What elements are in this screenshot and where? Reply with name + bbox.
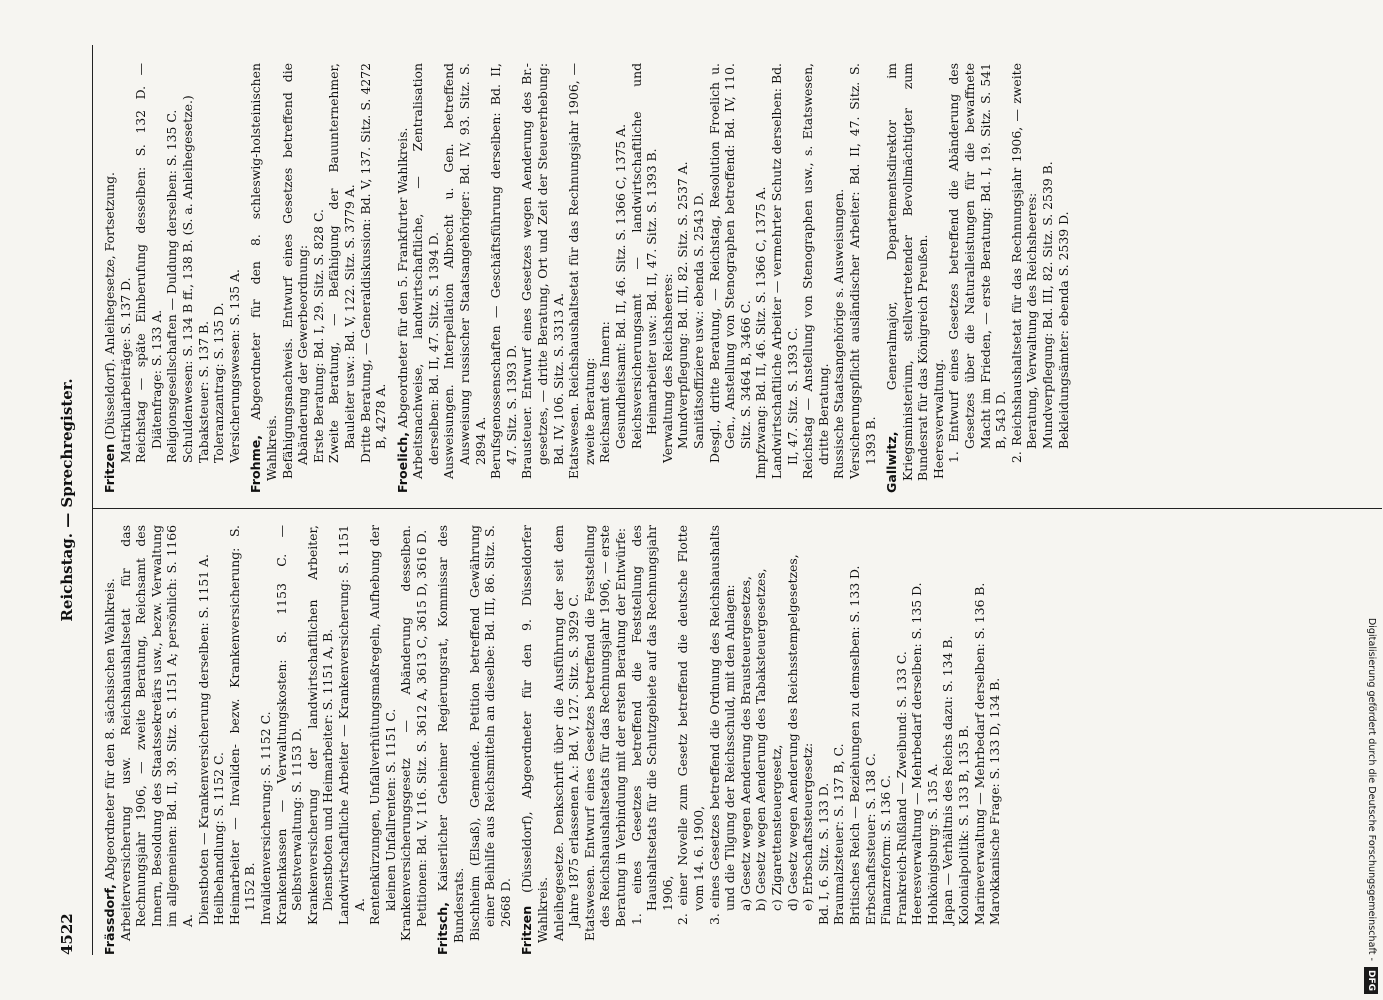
index-line: Schuldenwesen: S. 134 B ff., 138 B. (S. a. Anleihegesetze.) (179, 95, 195, 463)
index-line: Versicherungspflicht ausländischer Arbeiter: Bd. II, 47. Sitz. S. 1393 B. (846, 63, 878, 479)
digitization-note-text: Digitalisierung gefördert durch die Deutsche Forschungsgemeinschaft - (1366, 617, 1377, 961)
index-line: Frankreich-Rußland — Zweibund: S. 133 C. (893, 651, 909, 925)
index-line: c) Zigarettensteuergesetz, (768, 744, 784, 911)
speaker-heading (395, 63, 411, 493)
index-line: Heeresverwaltung. (930, 358, 946, 479)
digitization-note (1364, 8, 1378, 994)
index-line: Dienstboten — Krankenversicherung derselben: S. 1151 A. (195, 554, 211, 925)
index-line: 2. Reichshaushaltsetat für das Rechnungsjahr 1906, — zweite Beratung, Verwaltung des Reichsheeres: (1008, 63, 1040, 463)
index-line: Ausweisungen. Interpellation Albrecht u. Gen. betreffend Ausweisung russischer Staatsangehöriger: Bd. IV, 93. Sitz. S. 2894 A. (441, 63, 488, 479)
index-line: Hohkönigsburg: S. 135 A. (924, 763, 940, 925)
speaker-heading (248, 63, 279, 493)
dfg-logo: DFG (1364, 967, 1378, 994)
index-line: Toleranzantrag: S. 135 D. (211, 302, 227, 463)
index-line: d) Gesetz wegen Aenderung des Reichsstempelgesetzes, (784, 554, 800, 911)
index-line: 1. Entwurf eines Gesetzes betreffend die Abänderung des Gesetzes über die Naturalleistungen für die bewaffnete Macht im Frieden, — erste Beratung: Bd. I, 19. Sitz. S. 541 B, 543 D. (946, 63, 1009, 463)
speaker-entry (519, 525, 1002, 955)
page-number: 4522 (58, 913, 76, 955)
index-line: Bekleidungsämter: ebenda S. 2539 D. (1055, 211, 1071, 449)
header-rule (92, 45, 93, 955)
index-line: Anleihegesetze. Denkschrift über die Ausführung der seit dem Jahre 1875 erlassenen A.: Bd. V, 127. Sitz. S. 3929 C. (550, 525, 582, 941)
index-line: Landwirtschaftliche Arbeiter — vermehrter Schutz derselben: Bd. II, 47. Sitz. S. 1393 C. (768, 63, 800, 479)
index-line: Reichstag — Anstellung von Stenographen usw., s. Etatswesen, dritte Beratung. (800, 63, 831, 479)
index-line: Etatswesen. Entwurf eines Gesetzes betreffend die Feststellung des Reichshaushaltsetats für das Rechnungsjahr 1906, — erste Beratung in Verbindung mit der ersten Beratung der Entwürfe: (581, 525, 628, 941)
index-line: Marineverwaltung — Mehrbedarf derselben: S. 136 B. (971, 582, 987, 925)
index-line: Russische Staatsangehörige s. Ausweisungen. (831, 188, 847, 479)
index-line: Marokkanische Frage: S. 133 D, 134 B. (987, 677, 1003, 925)
index-line: 3. eines Gesetzes betreffend die Ordnung des Reichshaushalts und die Tilgung der Reichsschuld, mit den Anlagen: (706, 525, 738, 925)
index-line: Krankenversicherungsgesetz — Abänderung desselben. Petitionen: Bd. V, 116. Sitz. S. 3612 A, 3613 C, 3615 D, 3616 D. (398, 525, 429, 941)
index-line: 1. eines Gesetzes betreffend die Feststellung des Haushaltsetats für die Schutzgebiete auf das Rechnungsjahr 1906, (628, 525, 675, 925)
index-line: b) Gesetz wegen Aenderung des Tabaksteuergesetzes, (753, 568, 769, 911)
page-header (50, 45, 90, 955)
speaker-entry (248, 63, 388, 493)
index-line: Krankenversicherung der landwirtschaftlichen Arbeiter, Dienstboten und Heimarbeiter: S. 1151 A, B. (304, 525, 336, 925)
index-line: Versicherungswesen: S. 135 A. (226, 269, 242, 463)
index-line: Verwaltung des Reichsheeres: (659, 273, 675, 463)
index-line: Reichstag — späte Einberufung desselben: S. 132 D. — Diätenfrage: S. 133 A. (133, 63, 164, 463)
speaker-name: Frässdorf, (102, 884, 117, 955)
rotated-page-content (50, 45, 1380, 955)
index-line: Arbeitsnachweise, landwirtschaftliche, — Zentralisation derselben: Bd. II, 47. Sitz. S. 1394 D. (410, 63, 441, 479)
index-line: Bischheim (Elsaß), Gemeinde. Petition betreffend Gewährung einer Beihilfe aus Reichsmitteln an dieselbe: Bd. III, 86. Sitz. S. 2668 D. (466, 525, 513, 941)
index-line: Heimarbeiter — Invaliden- bezw. Krankenversicherung: S. 1152 B. (226, 525, 258, 925)
speaker-entry (435, 525, 513, 955)
speaker-name: Fritzen (102, 443, 117, 493)
left-column (102, 525, 1372, 955)
index-line: Sanitätsoffiziere usw.: ebenda S. 2543 D. (690, 192, 706, 449)
index-line: Arbeiterversicherung usw. Reichshaushaltsetat für das Rechnungsjahr 1906, — zweite Beratung, Reichsamt des Innern, Besoldung des Staatssekretärs usw., bezw. Verwaltung im allgemeinen: Bd. II, 39. Sitz. S. 1151 A; persönlich: S. 1166 A. (117, 525, 195, 941)
speaker-entry (102, 525, 429, 955)
index-line: Heilbehandlung: S. 1152 C. (211, 752, 227, 925)
speaker-description: Abgeordneter für den 8. sächsischen Wahlkreis. (102, 578, 117, 881)
index-line: Heeresverwaltung — Mehrbedarf derselben: S. 135 D. (909, 582, 925, 925)
index-line: Gesundheitsamt: Bd. II, 46. Sitz. S. 1366 C, 1375 A. (613, 123, 628, 449)
column-divider (92, 508, 1382, 509)
right-column (102, 63, 1372, 493)
index-line: Reichsamt des Innern: (597, 321, 613, 463)
index-line: 2. einer Novelle zum Gesetz betreffend die deutsche Flotte vom 14. 6. 1900, (675, 525, 706, 925)
speaker-heading (102, 525, 118, 955)
index-line: Tabaksteuer: S. 137 B. (195, 320, 211, 463)
index-line: Reichsversicherungsamt — landwirtschaftliche und Heimarbeiter usw.: Bd. II, 47. Sitz. S. 1393 B. (628, 63, 660, 449)
index-line: Landwirtschaftliche Arbeiter — Krankenversicherung: S. 1151 A. (335, 525, 367, 925)
index-line: Religionsgesellschaften — Duldung derselben: S. 135 C. (164, 109, 180, 463)
speaker-description: Abgeordneter für den 5. Frankfurter Wahlkreis. (394, 127, 410, 428)
running-title: Reichstag. — Sprechregister. (58, 378, 76, 622)
index-line: a) Gesetz wegen Aenderung des Brausteuergesetzes, (737, 576, 753, 911)
index-line: Matrikularbeiträge: S. 137 D. (117, 277, 133, 463)
index-line: Kolonialpolitik: S. 133 B, 135 B. (956, 724, 972, 925)
index-line: Britisches Reich — Beziehungen zu demselben: S. 133 D. (846, 565, 862, 925)
index-line: Finanzreform: S. 136 C. (878, 774, 894, 925)
index-line: Etatswesen. Reichshaushaltsetat für das Rechnungsjahr 1906, — zweite Beratung: (566, 63, 597, 479)
index-line: Rentenkürzungen, Unfallverhütungsmaßregeln, Aufhebung der kleinen Unfallrenten: S. 1151 C. (367, 525, 398, 925)
index-line: Befähigungsnachweis. Entwurf eines Gesetzes betreffend die Abänderung der Gewerbeordnung: (279, 63, 311, 479)
speaker-description: (Düsseldorf). Anleihegesetze, Fortsetzung. (102, 172, 117, 440)
speaker-heading (519, 525, 550, 955)
index-line: Dritte Beratung, — Generaldiskussion: Bd. V, 137. Sitz. S. 4272 B, 4278 A. (357, 63, 389, 463)
index-line: Impfzwang: Bd. II, 46. Sitz. S. 1366 C, 1375 A. (753, 186, 769, 479)
index-line: e) Erbschaftssteuergesetz: (800, 742, 816, 911)
index-line: Krankenkassen — Verwaltungskosten: S. 1153 C. — Selbstverwaltung: S. 1153 D. (273, 525, 305, 925)
index-line: Braumalzsteuer: S. 137 B, C. (831, 743, 847, 925)
index-line: Mundverpflegung: Bd. III, 82. Sitz. S. 2537 A. (675, 161, 691, 449)
index-line: Bd. I, 6. Sitz. S. 133 D. (815, 782, 831, 925)
index-line: Desgl., dritte Beratung, — Reichstag, Resolution Froelich u. Gen., Anstellung von Stenographen betreffend: Bd. IV, 110. Sitz. S. 3464 B, 3466 C. (706, 63, 753, 463)
speaker-description: Kaiserlicher Geheimer Regierungsrat, Kommissar des Bundesrats. (435, 525, 467, 943)
speaker-entry (395, 63, 878, 493)
speaker-name: Fritzen (519, 905, 535, 955)
speaker-heading (102, 63, 118, 493)
index-line: Japan — Verhältnis des Reichs dazu: S. 134 B. (940, 635, 956, 925)
speaker-name: Froelich, (394, 431, 410, 493)
speaker-name: Gallwitz, (884, 431, 900, 493)
index-line: Zweite Beratung, — Befähigung der Bauunternehmer, Bauleiter usw.: Bd. V, 122. Sitz. S. 3779 A. (326, 63, 357, 463)
speaker-description: (Düsseldorf), Abgeordneter für den 9. Düsseldorfer Wahlkreis. (519, 525, 551, 943)
speaker-description: Generalmajor, Departementsdirektor im Kriegsministerium, stellvertretender Bevollmächtigter zum Bundesrat für das Königreich Preußen. (884, 63, 931, 481)
speaker-name: Frohme, (248, 434, 264, 493)
speaker-heading (884, 63, 931, 493)
index-line: Berufsgenossenschaften — Geschäftsführung derselben: Bd. II, 47. Sitz. S. 1393 D. (488, 63, 519, 479)
index-line: Brausteuer. Entwurf eines Gesetzes wegen Aenderung des Br.-gesetzes, — dritte Beratung, Ort und Zeit der Steuererhebung: Bd. IV, 106. Sitz. S. 3313 A. (519, 63, 566, 479)
index-line: Erbschaftssteuer: S. 138 C. (862, 753, 878, 925)
speaker-description: Abgeordneter für den 8. schleswig-holsteinischen Wahlkreis. (248, 63, 279, 481)
index-line: Mundverpflegung: Bd. III, 82. Sitz. S. 2539 B. (1040, 161, 1056, 449)
speaker-entry (102, 63, 242, 493)
speaker-name: Fritsch, (435, 901, 451, 955)
speaker-heading (435, 525, 466, 955)
speaker-entry (884, 63, 1071, 493)
index-line: Invalidenversicherung: S. 1152 C. (257, 711, 273, 925)
index-line: Erste Beratung: Bd. I, 29. Sitz. S. 828 C. (310, 209, 326, 463)
